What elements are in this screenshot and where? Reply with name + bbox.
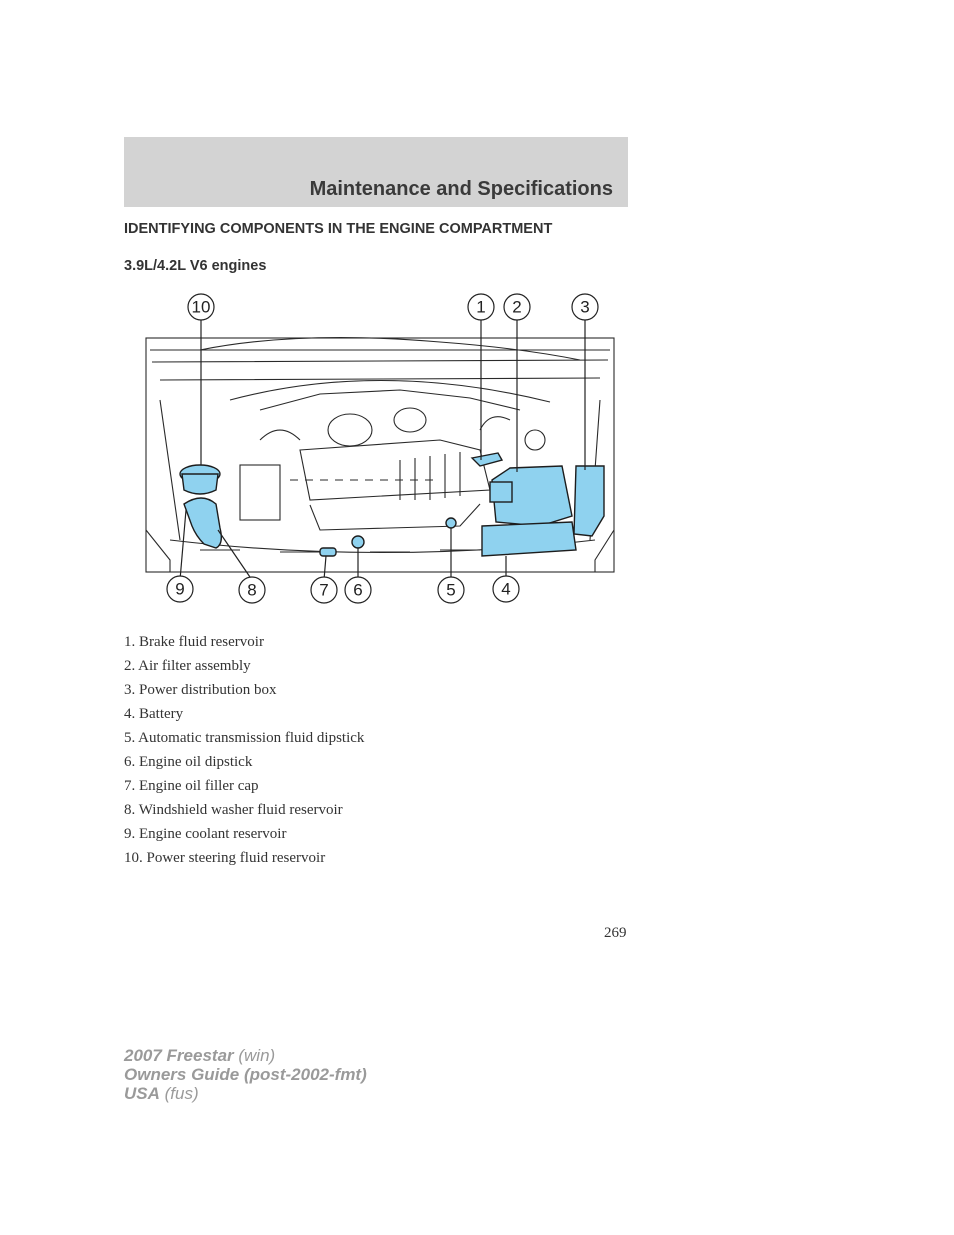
atf-dipstick-shape bbox=[446, 518, 456, 528]
svg-text:3: 3 bbox=[580, 297, 590, 317]
component-legend bbox=[124, 630, 364, 870]
footer-model: 2007 Freestar bbox=[124, 1046, 234, 1065]
air-filter-assembly-shape bbox=[490, 466, 572, 526]
legend-item-9: 9. Engine coolant reservoir bbox=[124, 826, 287, 842]
legend-item-5: 5. Automatic transmission fluid dipstick bbox=[124, 730, 365, 746]
footer-line-2 bbox=[124, 1065, 367, 1084]
brake-fluid-reservoir-shape bbox=[472, 453, 502, 466]
leader-line-7 bbox=[324, 556, 326, 580]
section-title: IDENTIFYING COMPONENTS IN THE ENGINE COMPARTMENT bbox=[124, 221, 553, 237]
callout-9 bbox=[167, 576, 193, 602]
callout-1 bbox=[468, 294, 494, 320]
footer-market-code: (fus) bbox=[159, 1084, 199, 1103]
legend-item-3: 3. Power distribution box bbox=[124, 682, 277, 698]
svg-text:6: 6 bbox=[353, 580, 363, 600]
svg-text:8: 8 bbox=[247, 580, 257, 600]
callout-4 bbox=[493, 576, 519, 602]
callout-5 bbox=[438, 577, 464, 603]
oil-dipstick-shape bbox=[352, 536, 364, 548]
header-band bbox=[124, 137, 628, 207]
footer-model-code: (win) bbox=[233, 1046, 276, 1065]
svg-text:1: 1 bbox=[476, 297, 486, 317]
callout-3 bbox=[572, 294, 598, 320]
page-number: 269 bbox=[604, 925, 627, 941]
engine-compartment-diagram bbox=[140, 290, 620, 610]
footer-guide: Owners Guide (post-2002-fmt) bbox=[124, 1065, 367, 1084]
callout-10 bbox=[188, 294, 214, 320]
oil-filler-cap-shape bbox=[320, 548, 336, 556]
svg-text:4: 4 bbox=[501, 579, 511, 599]
svg-text:10: 10 bbox=[191, 297, 211, 317]
battery-shape bbox=[482, 522, 576, 556]
footer-line-1 bbox=[124, 1046, 367, 1065]
svg-text:9: 9 bbox=[175, 579, 185, 599]
footer-market: USA bbox=[124, 1084, 160, 1103]
power-steering-reservoir-shape bbox=[180, 465, 220, 494]
legend-item-7: 7. Engine oil filler cap bbox=[124, 778, 259, 794]
callout-2 bbox=[504, 294, 530, 320]
legend-item-10: 10. Power steering fluid reservoir bbox=[124, 850, 326, 866]
svg-text:7: 7 bbox=[319, 580, 329, 600]
footer-line-3 bbox=[124, 1084, 367, 1103]
legend-item-4: 4. Battery bbox=[124, 706, 184, 722]
section-subtitle: 3.9L/4.2L V6 engines bbox=[124, 258, 267, 274]
legend-item-2: 2. Air filter assembly bbox=[124, 658, 251, 674]
leader-line-9 bbox=[180, 510, 186, 580]
power-distribution-box-shape bbox=[574, 466, 604, 536]
callout-6 bbox=[345, 577, 371, 603]
svg-text:5: 5 bbox=[446, 580, 456, 600]
legend-item-1: 1. Brake fluid reservoir bbox=[124, 634, 264, 650]
chapter-title: Maintenance and Specifications bbox=[309, 178, 613, 200]
legend-item-6: 6. Engine oil dipstick bbox=[124, 754, 253, 770]
callout-7 bbox=[311, 577, 337, 603]
coolant-and-washer-reservoir-shape bbox=[184, 498, 221, 548]
document-footer bbox=[124, 1046, 367, 1103]
legend-item-8: 8. Windshield washer fluid reservoir bbox=[124, 802, 343, 818]
svg-text:2: 2 bbox=[512, 297, 522, 317]
callout-8 bbox=[239, 577, 265, 603]
